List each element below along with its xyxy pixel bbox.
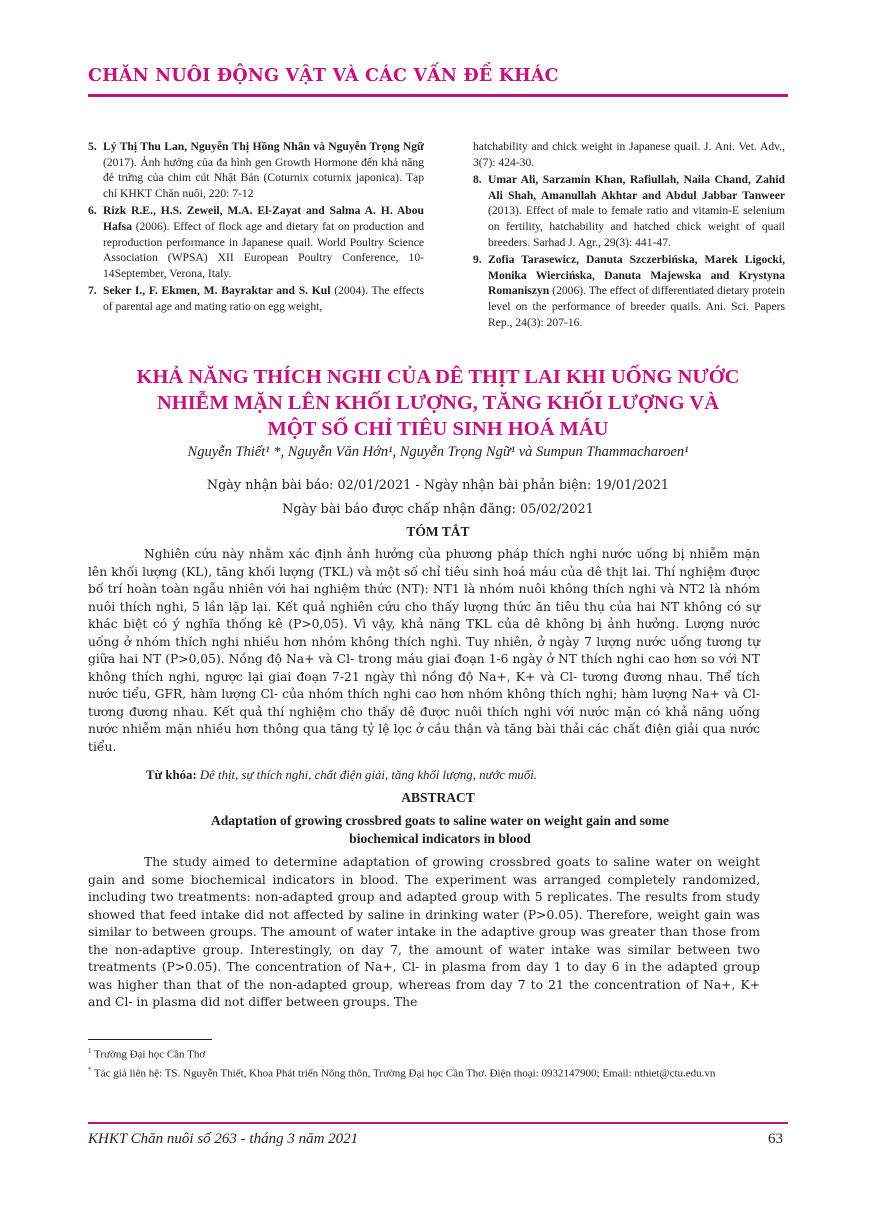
reference-authors: Lý Thị Thu Lan, Nguyễn Thị Hồng Nhân và Nguyễn Trọng Ngữ [103,140,424,153]
references-right-column [473,139,785,332]
reference-item [473,252,785,330]
date-accepted: Ngày bài báo được chấp nhận đăng: 05/02/2021 [282,502,594,517]
header-divider [88,94,788,97]
abstract-heading: ABSTRACT [401,790,475,805]
footnote-divider [88,1039,212,1040]
reference-number: 8. [473,173,482,187]
reference-item [88,139,424,201]
reference-body: hatchability and chick weight in Japanese quail. J. Ani. Vet. Adv., 3(7): 424-30. [473,140,785,169]
footnote-mark: * [88,1065,92,1074]
reference-number: 6. [88,204,97,218]
reference-item [473,172,785,250]
footnote-text: Trường Đại học Cần Thơ [91,1048,206,1061]
summary-heading: TÓM TẮT [406,524,470,539]
paper-title-line: NHIỄM MẶN LÊN KHỐI LƯỢNG, TĂNG KHỐI LƯỢNG VÀ [156,392,720,414]
page-number: 63 [768,1131,783,1147]
footer-divider [88,1122,788,1124]
references-left-column [88,139,424,317]
footnotes [88,1044,785,1081]
reference-authors: Seker I., F. Ekmen, M. Bayraktar and S. Kul [103,284,331,298]
reference-body: (2004). The effects of parental age and mating ratio on egg weight, [103,284,424,313]
footnote-contact [88,1063,785,1082]
footnote-mark: 1 [88,1047,92,1055]
reference-body: (2013). Effect of male to female ratio and vitamin-E selenium on fertility, hatchability and hatched chick weight of quail breeders. Sarhad J. Agr., 29(3): 441-47. [488,204,785,249]
reference-item [88,203,424,281]
keywords-text: Dê thịt, sự thích nghi, chất điện giải, tăng khối lượng, nước muối. [196,768,537,782]
paper-title-line: MỘT SỐ CHỈ TIÊU SINH HOÁ MÁU [267,418,609,440]
reference-authors: Zofia Tarasewicz, Danuta Szczerbińska, Marek Ligocki, Monika Wiercińska, Danuta Majewska and Krystyna Romaniszyn [488,253,785,298]
english-title-line: Adaptation of growing crossbred goats to saline water on weight gain and some [210,813,670,828]
footer-journal: KHKT Chăn nuôi số 263 - tháng 3 năm 2021 [88,1131,359,1147]
reference-item [88,283,424,314]
reference-number: 7. [88,284,97,298]
paper-title [88,364,788,442]
reference-body: (2006). Effect of flock age and dietary fat on production and reproduction performance in Japanese quail. World Poultry Science Association (WPSA) XII European Poultry Conference, 10-14September, Verona, Italy. [103,219,424,280]
keywords [146,768,786,783]
section-header: CHĂN NUÔI ĐỘNG VẬT VÀ CÁC VẤN ĐỀ KHÁC [88,66,559,86]
paper-title-line: KHẢ NĂNG THÍCH NGHI CỦA DÊ THỊT LAI KHI UỐNG NƯỚC [136,366,740,388]
footnote-text: Tác giả liên hệ: TS. Nguyễn Thiết, Khoa Phát triển Nông thôn, Trường Đại học Cần Thơ. Điện thoại: 0932147900; Email: nthiet@ctu.edu.vn [91,1067,716,1080]
reference-body: (2006). The effect of differentiated dietary protein level on the performance of breeder quails. Ani. Sci. Papers Rep., 24(3): 207-16. [488,284,785,329]
reference-body: (2017). Ảnh hưởng của đa hình gen Growth Hormone đến khả năng đẻ trứng của chim cút Nhật Bản (Coturnix coturnix japonica). Tạp chí KHKT Chăn nuôi, 220: 7-12 [103,155,424,200]
english-title [160,812,720,848]
reference-number: 5. [88,140,97,153]
keywords-label: Từ khóa: [146,768,197,782]
reference-number: 9. [473,253,482,267]
summary-text: Nghiên cứu này nhằm xác định ảnh hưởng của phương pháp thích nghi nước uống bị nhiễm mặn lên khối lượng (KL), tăng khối lượng (TKL) và một số chỉ tiêu sinh hoá máu của dê thịt lai. Thí nghiệm được bố trí hoàn toàn ngẫu nhiên với hai nghiệm thức (NT): NT1 là nhóm nuôi không thích nghi và NT2 là nhóm nuôi thích nghi, 5 lần lặp lại. Kết quả nghiên cứu cho thấy lượng thức ăn tiêu thụ của hai NT không có sự khác biệt có ý nghĩa thống kê (P>0,05). Vì vậy, khả năng TKL của dê không bị ảnh hưởng. Lượng nước uống ở nhóm thích nghi nhiều hơn nhóm không thích nghi. Tuy nhiên, ở ngày 7 lượng nước uống tương tự giữa hai NT (P>0,05). Nồng độ Na+ và Cl- trong máu giai đoạn 1-6 ngày ở NT thích nghi cao hơn so với NT không thích nghi, ngược lại giai đoạn 7-21 ngày thì nồng độ Na+, K+ và Cl- tương đương nhau. Thể tích nước tiểu, GFR, hàm lượng Cl- của nhóm thích nghi cao hơn nhóm không thích nghi; hàm lượng Na+ và Cl- tương đương nhau. Kết quả thí nghiệm cho thấy dê được nuôi thích nghi với nước mặn có khả năng uống nước nhiễm mặn nhiều hơn thông qua tăng tỷ lệ lọc ở cầu thận và tăng bài thải các chất điện giải qua nước tiểu. [88,547,760,754]
english-title-line: biochemical indicators in blood [349,831,531,846]
paper-authors: Nguyễn Thiết¹ *, Nguyễn Văn Hớn¹, Nguyễn Trọng Ngữ¹ và Sumpun Thammacharoen¹ [187,444,689,460]
footnote-affiliation [88,1044,785,1063]
date-received: Ngày nhận bài báo: 02/01/2021 - Ngày nhận bài phản biện: 19/01/2021 [206,478,670,493]
abstract-text: The study aimed to determine adaptation of growing crossbred goats to saline water on weight gain and some biochemical indicators in blood. The experiment was arranged completely randomized, including two treatments: non-adapted group and adapted group with 5 replicates. The results from study showed that feed intake did not affected by saline in drinking water (P>0.05). Therefore, weight gain was similar to between groups. The amount of water intake in the adaptive group was greater than those from the non-adaptive group. Interestingly, on day 7, the amount of water intake was similar between two treatments (P>0.05). The concentration of Na+, Cl- in plasma from day 1 to day 6 in the adapted group was higher than that of the non-adapted group, whereas from day 7 to 21 the concentration of Na+, K+ and Cl- in plasma did not differ between groups. The [88,855,760,1009]
reference-item [473,139,785,170]
reference-authors: Umar Ali, Sarzamin Khan, Rafiullah, Naila Chand, Zahid Ali Shah, Amanullah Akhtar and Abdul Jabbar Tanweer [488,173,785,202]
reference-authors: Rizk R.E., H.S. Zeweil, M.A. El-Zayat and Salma A. H. Abou Hafsa [103,204,424,233]
